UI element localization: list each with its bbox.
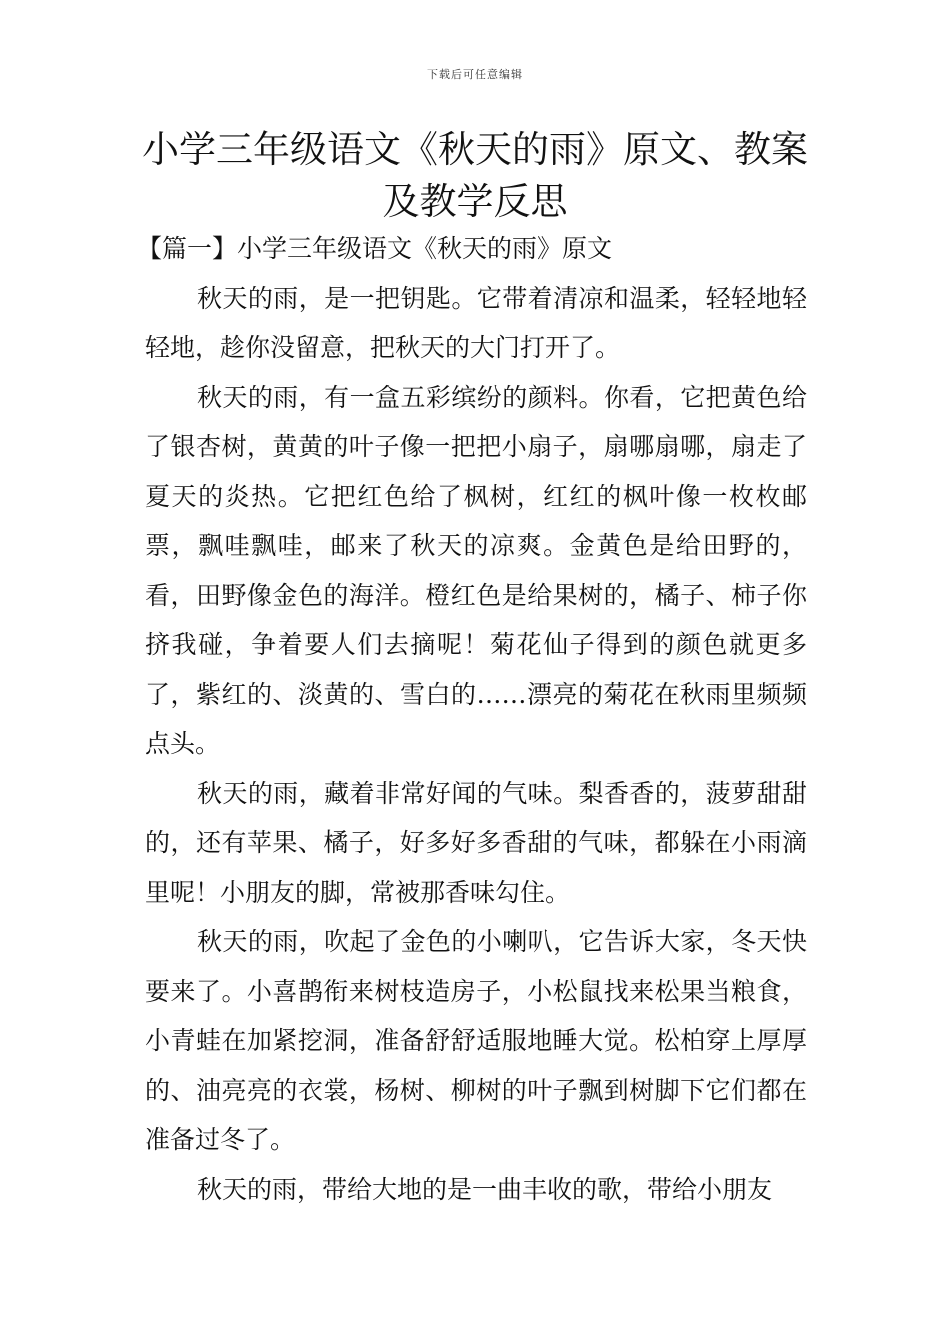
document-body: [137, 224, 807, 1214]
header-note: 下载后可任意编辑: [427, 68, 523, 81]
paragraph: 秋天的雨，带给大地的是一曲丰收的歌，带给小朋友: [197, 1174, 773, 1204]
paragraph: 秋天的雨，有一盒五彩缤纷的颜料。你看，它把黄色给了银杏树，黄黄的叶子像一把把小扇子，扇哪扇哪，扇走了夏天的炎热。它把红色给了枫树，红红的枫叶像一枚枚邮票，飘哇飘哇，邮来了秋天的凉爽。金黄色是给田野的，看，田野像金色的海洋。橙红色是给果树的，橘子、柿子你挤我碰，争着要人们去摘呢！菊花仙子得到的颜色就更多了，紫红的、淡黄的、雪白的……漂亮的菊花在秋雨里频频点头。: [145, 382, 807, 758]
section-heading: 【篇一】小学三年级语文《秋天的雨》原文: [137, 234, 613, 263]
document-title: 小学三年级语文《秋天的雨》原文、教案及教学反思: [142, 128, 808, 223]
paragraph: 秋天的雨，吹起了金色的小喇叭，它告诉大家，冬天快要来了。小喜鹊衔来树枝造房子，小松鼠找来松果当粮食，小青蛙在加紧挖洞，准备舒舒适服地睡大觉。松柏穿上厚厚的、油亮亮的衣裳，杨树、柳树的叶子飘到树脚下它们都在准备过冬了。: [145, 927, 807, 1154]
paragraph: 秋天的雨，是一把钥匙。它带着清凉和温柔，轻轻地轻轻地，趁你没留意，把秋天的大门打开了。: [145, 283, 807, 362]
paragraph: 秋天的雨，藏着非常好闻的气味。梨香香的，菠萝甜甜的，还有苹果、橘子，好多好多香甜的气味，都躲在小雨滴里呢！小朋友的脚，常被那香味勾住。: [145, 778, 807, 907]
